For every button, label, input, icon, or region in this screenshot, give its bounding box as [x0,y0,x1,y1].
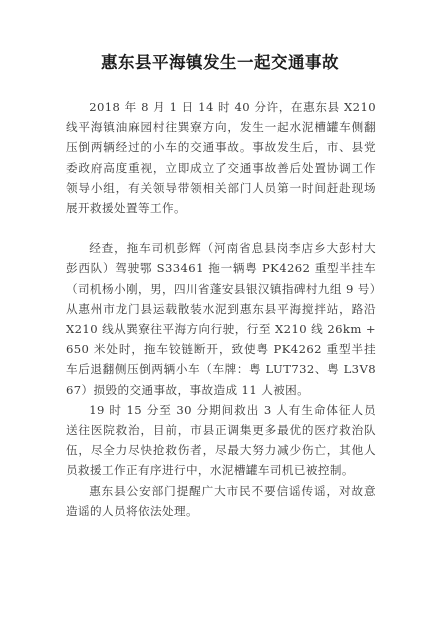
paragraph-4: 惠东县公安部门提醒广大市民不要信谣传谣，对故意造谣的人员将依法处理。 [66,483,376,518]
paragraph-1: 2018 年 8 月 1 日 14 时 40 分许，在惠东县 X210 线平海镇油麻园村往巽寮方向，发生一起水泥槽罐车侧翻压倒两辆经过的小车的交通事故。事故发生后，市、县党委政府高度重视，立即成立了交通事故善后处置协调工作领导小组，有关领导带领相关部门人员第一时间赶赴现场展开救援处置等工作。 [66,100,376,216]
document-title: 惠东县平海镇发生一起交通事故 [101,53,339,72]
paragraph-3: 19 时 15 分至 30 分期间救出 3 人有生命体征人员送往医院救治，目前，市县正调集更多最优的医疗救治队伍，尽全力尽快抢救伤者，尽最大努力减少伤亡，其他人员救援工作正有序进行中，水泥槽罐车司机已被控制。 [66,402,376,478]
document-body [66,97,376,521]
paragraph-2: 经查，拖车司机彭辉（河南省息县岗李店乡大彭村大彭西队）驾驶鄂 S33461 拖一辆粤 PK4262 重型半挂车（司机杨小刚，男，四川省蓬安县银汉镇指碑村九组 9 号）从惠州市龙门县运载散装水泥到惠东县平海搅拌站，路沿 X210 线从巽寮往平海方向行驶，行至 X210 线 26km + 650 米处时，拖车铰链断开，致使粤 PK4262 重型半挂车后退翻侧压倒两辆小车（车牌：粤 LUT732、粤 L3V867）损毁的交通事故，事故造成 11 人被困。 [66,241,376,397]
